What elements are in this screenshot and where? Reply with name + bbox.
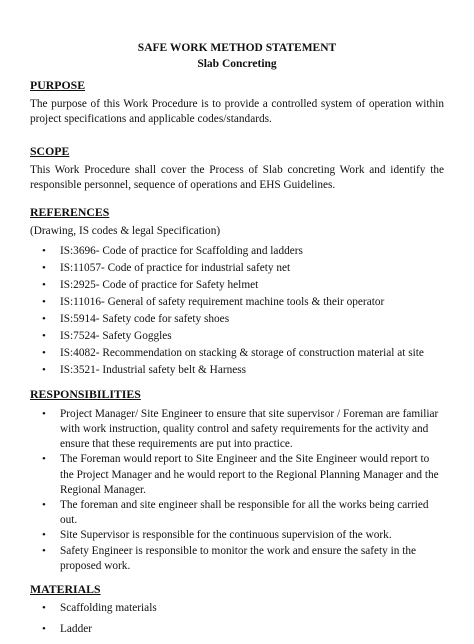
document-page <box>30 40 444 644</box>
bullet-icon: • <box>42 364 46 377</box>
bullet-icon: • <box>42 453 46 466</box>
materials-list <box>30 601 444 637</box>
bullet-icon: • <box>42 295 46 308</box>
bullet-icon: • <box>42 498 46 511</box>
scope-text: This Work Procedure shall cover the Process of Slab concreting Work and identify the responsible personnel, sequence of operations and EHS Guidelines. <box>30 163 444 192</box>
purpose-heading: PURPOSE <box>30 78 86 92</box>
reference-item: IS:11016- General of safety requirement machine tools & their operator <box>60 295 385 308</box>
list-item <box>30 346 444 361</box>
bullet-icon: • <box>42 347 46 360</box>
bullet-icon: • <box>42 407 46 420</box>
reference-item: IS:2925- Code of practice for Safety helmet <box>60 278 259 291</box>
references-list <box>30 244 444 379</box>
list-item <box>30 295 444 310</box>
bullet-icon: • <box>42 313 46 325</box>
reference-item: IS:11057- Code of practice for industrial safety net <box>60 261 291 274</box>
reference-item: IS:5914- Safety code for safety shoes <box>60 313 230 325</box>
reference-item: IS:3521- Industrial safety belt & Harness <box>60 364 247 377</box>
reference-item: IS:7524- Safety Goggles <box>60 330 172 343</box>
bullet-icon: • <box>42 278 46 291</box>
list-item <box>30 544 444 574</box>
list-item <box>30 261 444 276</box>
list-item <box>30 601 444 616</box>
responsibility-item: Project Manager/ Site Engineer to ensure that site supervisor / Foreman are familiar with work instruction, quality control and safety requirements for the activity and ensure that these requirements are put into practice. <box>60 407 439 451</box>
list-item <box>30 452 444 498</box>
list-item <box>30 244 444 259</box>
responsibility-item: The foreman and site engineer shall be responsible for all the works being carried out. <box>60 498 429 527</box>
bullet-icon: • <box>42 529 46 542</box>
bullet-icon: • <box>42 544 46 557</box>
responsibility-item: Safety Engineer is responsible to monitor the work and ensure the safety in the proposed work. <box>60 544 417 572</box>
document-subtitle: Slab Concreting <box>197 58 277 70</box>
list-item <box>30 278 444 293</box>
responsibilities-list <box>30 407 444 574</box>
responsibility-item: The Foreman would report to Site Engineer and the Site Engineer would report to the Project Manager and he would report to the Regional Planning Manager and the Regional Manager. <box>60 453 439 496</box>
bullet-icon: • <box>42 244 46 257</box>
material-item: Ladder <box>60 623 92 636</box>
material-item: Scaffolding materials <box>60 602 157 615</box>
list-item <box>30 528 444 543</box>
list-item <box>30 407 444 453</box>
title-block <box>30 40 444 72</box>
responsibility-item: Site Supervisor is responsible for the continuous supervision of the work. <box>60 529 392 542</box>
references-subtitle: (Drawing, IS codes & legal Specification) <box>30 225 221 238</box>
bullet-icon: • <box>42 623 46 636</box>
reference-item: IS:3696- Code of practice for Scaffolding and ladders <box>60 244 303 257</box>
list-item <box>30 498 444 528</box>
purpose-text: The purpose of this Work Procedure is to provide a controlled system of operation within project specifications and applicable codes/standards. <box>30 98 444 126</box>
reference-item: IS:4082- Recommendation on stacking & storage of construction material at site <box>60 347 424 360</box>
bullet-icon: • <box>42 602 46 615</box>
bullet-icon: • <box>42 261 46 274</box>
list-item <box>30 622 444 637</box>
scope-heading: SCOPE <box>30 143 70 158</box>
responsibilities-heading: RESPONSIBILITIES <box>30 387 141 402</box>
bullet-icon: • <box>42 330 46 343</box>
document-title: SAFE WORK METHOD STATEMENT <box>137 42 337 54</box>
list-item <box>30 329 444 344</box>
list-item <box>30 363 444 378</box>
references-heading: REFERENCES <box>30 205 110 220</box>
list-item <box>30 312 444 327</box>
materials-heading: MATERIALS <box>30 581 101 596</box>
